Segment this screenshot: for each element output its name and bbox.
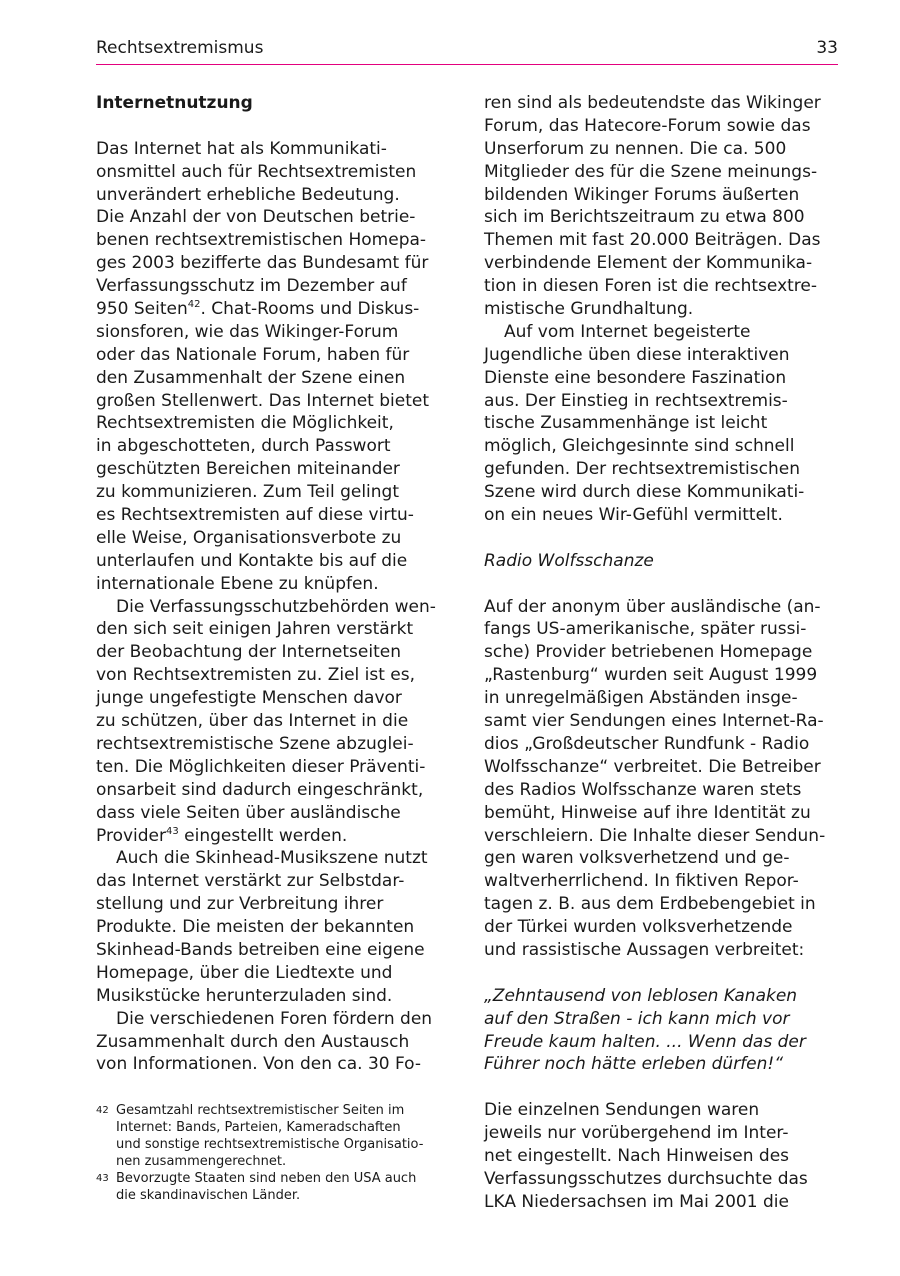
text-line: onsmittel auch für Rechtsextremisten: [96, 161, 417, 182]
text-line: bemüht, Hinweise auf ihre Identität zu: [484, 802, 811, 823]
text-line: Wolfsschanze“ verbreitet. Die Betreiber: [484, 756, 821, 777]
text-line: waltverherrlichend. In fiktiven Repor-: [484, 871, 799, 892]
text-line: der Beobachtung der Internetseiten: [96, 642, 401, 663]
text-line: verschleiern. Die Inhalte dieser Sendun-: [484, 825, 826, 846]
text-line: zu schützen, über das Internet in die: [96, 711, 409, 732]
text-line: Produkte. Die meisten der bekannten: [96, 917, 415, 938]
footnote-text: Gesamtzahl rechtsextremistischer Seiten im: [116, 1103, 405, 1118]
text-line: des Radios Wolfsschanze waren stets: [484, 779, 802, 800]
text-line: sich im Berichtszeitraum zu etwa 800: [484, 207, 805, 228]
left-column: [96, 92, 450, 1076]
text-line: den sich seit einigen Jahren verstärkt: [96, 619, 414, 640]
text-line: möglich, Gleichgesinnte sind schnell: [484, 436, 795, 457]
text-line: gen waren volksverhetzend und ge-: [484, 848, 790, 869]
text-line: stellung und zur Verbreitung ihrer: [96, 894, 384, 915]
text-line: elle Weise, Organisationsverbote zu: [96, 527, 402, 548]
text-line: gefunden. Der rechtsextremistischen: [484, 459, 800, 480]
text-line: fangs US-amerikanische, später russi-: [484, 619, 807, 640]
text-line: sionsforen, wie das Wikinger-Forum: [96, 321, 399, 342]
text-line: [96, 825, 450, 848]
text-line: unterlaufen und Kontakte bis auf die: [96, 550, 408, 571]
footnote-text-line: die skandinavischen Länder.: [116, 1188, 301, 1203]
footnote-42: [96, 1102, 450, 1119]
text-line: rechtsextremistische Szene abzuglei-: [96, 733, 414, 754]
text-line: Verfassungsschutzes durchsuchte das: [484, 1168, 808, 1189]
text-segment: 950 Seiten: [96, 299, 188, 320]
text-line: unverändert erhebliche Bedeutung.: [96, 184, 400, 205]
running-header: [96, 36, 838, 65]
text-segment: eingestellt werden.: [178, 825, 348, 846]
text-line: Auf vom Internet begeisterte: [504, 321, 751, 342]
text-line: und rassistische Aussagen verbreitet:: [484, 939, 805, 960]
text-line: bildenden Wikinger Forums äußerten: [484, 184, 800, 205]
text-line: es Rechtsextremisten auf diese virtu-: [96, 505, 414, 526]
footnote-text-line: und sonstige rechtsextremistische Organisatio-: [116, 1137, 424, 1152]
text-segment: Provider: [96, 825, 166, 846]
text-line: Forum, das Hatecore-Forum sowie das: [484, 115, 811, 136]
text-line: Die einzelnen Sendungen waren: [484, 1100, 760, 1121]
text-line: Die Anzahl der von Deutschen betrie-: [96, 207, 416, 228]
text-line: der Türkei wurden volksverhetzende: [484, 917, 793, 938]
text-line: tische Zusammenhänge ist leicht: [484, 413, 768, 434]
text-line: Skinhead-Bands betreiben eine eigene: [96, 939, 425, 960]
text-line: Auch die Skinhead-Musikszene nutzt: [116, 848, 428, 869]
running-head-title: Rechtsextremismus: [96, 38, 264, 58]
text-line: den Zusammenhalt der Szene einen: [96, 367, 406, 388]
text-line: Musikstücke herunterzuladen sind.: [96, 985, 393, 1006]
text-line: geschützten Bereichen miteinander: [96, 459, 400, 480]
text-line: zu kommunizieren. Zum Teil gelingt: [96, 482, 400, 503]
quote-line: Führer noch hätte erleben dürfen!“: [484, 1054, 784, 1075]
quote-line: auf den Straßen - ich kann mich vor: [484, 1008, 790, 1029]
text-line: benen rechtsextremistischen Homepa-: [96, 230, 427, 251]
text-line: Dienste eine besondere Faszination: [484, 367, 787, 388]
text-line: großen Stellenwert. Das Internet bietet: [96, 390, 430, 411]
footnote-text-line: Internet: Bands, Parteien, Kameradschaften: [116, 1120, 401, 1135]
footnote-text-line: nen zusammengerechnet.: [116, 1154, 287, 1169]
text-line: dios „Großdeutscher Rundfunk - Radio: [484, 733, 810, 754]
text-line: Auf der anonym über ausländische (an-: [484, 596, 821, 617]
page-number: 33: [816, 38, 838, 58]
text-line: LKA Niedersachsen im Mai 2001 die: [484, 1191, 789, 1212]
text-line: in unregelmäßigen Abständen insge-: [484, 688, 798, 709]
text-line: verbindende Element der Kommunika-: [484, 253, 813, 274]
text-line: [96, 298, 450, 321]
text-line: internationale Ebene zu knüpfen.: [96, 573, 379, 594]
text-line: Das Internet hat als Kommunikati-: [96, 138, 387, 159]
footnotes: [96, 1102, 450, 1204]
text-line: Die verschiedenen Foren fördern den: [116, 1008, 433, 1029]
text-line: Die Verfassungsschutzbehörden wen-: [116, 596, 436, 617]
text-line: Themen mit fast 20.000 Beiträgen. Das: [484, 230, 821, 251]
text-segment: . Chat-Rooms und Diskus-: [200, 299, 420, 320]
text-line: tion in diesen Foren ist die rechtsextre-: [484, 276, 818, 297]
text-line: jeweils nur vorübergehend im Inter-: [484, 1123, 789, 1144]
text-line: von Informationen. Von den ca. 30 Fo-: [96, 1054, 422, 1075]
right-column: [484, 92, 838, 1214]
text-line: junge ungefestigte Menschen davor: [96, 688, 402, 709]
text-line: sche) Provider betriebenen Homepage: [484, 642, 813, 663]
subsection-heading: Radio Wolfsschanze: [484, 550, 654, 571]
footnote-text: Bevorzugte Staaten sind neben den USA auch: [116, 1171, 417, 1186]
section-heading: Internetnutzung: [96, 93, 253, 113]
text-line: Zusammenhalt durch den Austausch: [96, 1031, 410, 1052]
footnote-mark: 43: [96, 1173, 109, 1184]
footnote-ref-42[interactable]: 42: [187, 299, 201, 311]
text-line: ten. Die Möglichkeiten dieser Präventi-: [96, 756, 426, 777]
text-line: von Rechtsextremisten zu. Ziel ist es,: [96, 665, 416, 686]
text-line: Szene wird durch diese Kommunikati-: [484, 482, 805, 503]
text-line: Jugendliche üben diese interaktiven: [484, 344, 790, 365]
text-line: Verfassungsschutz im Dezember auf: [96, 276, 407, 297]
text-line: Homepage, über die Liedtexte und: [96, 962, 393, 983]
text-line: in abgeschotteten, durch Passwort: [96, 436, 391, 457]
quote-line: „Zehntausend von leblosen Kanaken: [484, 985, 798, 1006]
text-line: ges 2003 bezifferte das Bundesamt für: [96, 253, 429, 274]
text-line: oder das Nationale Forum, haben für: [96, 344, 410, 365]
text-line: samt vier Sendungen eines Internet-Ra-: [484, 711, 824, 732]
quote-line: Freude kaum halten. ... Wenn das der: [484, 1031, 806, 1052]
footnote-43: [96, 1170, 450, 1187]
text-line: net eingestellt. Nach Hinweisen des: [484, 1145, 790, 1166]
text-line: dass viele Seiten über ausländische: [96, 802, 401, 823]
text-line: Unserforum zu nennen. Die ca. 500: [484, 138, 787, 159]
text-line: mistische Grundhaltung.: [484, 299, 694, 320]
text-line: ren sind als bedeutendste das Wikinger: [484, 93, 821, 113]
text-line: on ein neues Wir-Gefühl vermittelt.: [484, 505, 783, 526]
footnote-mark: 42: [96, 1105, 109, 1116]
text-line: Mitglieder des für die Szene meinungs-: [484, 161, 818, 182]
text-line: aus. Der Einstieg in rechtsextremis-: [484, 390, 788, 411]
text-line: „Rastenburg“ wurden seit August 1999: [484, 665, 818, 686]
text-line: Rechtsextremisten die Möglichkeit,: [96, 413, 394, 434]
text-line: onsarbeit sind dadurch eingeschränkt,: [96, 779, 424, 800]
footnote-ref-43[interactable]: 43: [166, 825, 179, 837]
text-line: das Internet verstärkt zur Selbstdar-: [96, 871, 405, 892]
text-line: tagen z. B. aus dem Erdbebengebiet in: [484, 894, 816, 915]
